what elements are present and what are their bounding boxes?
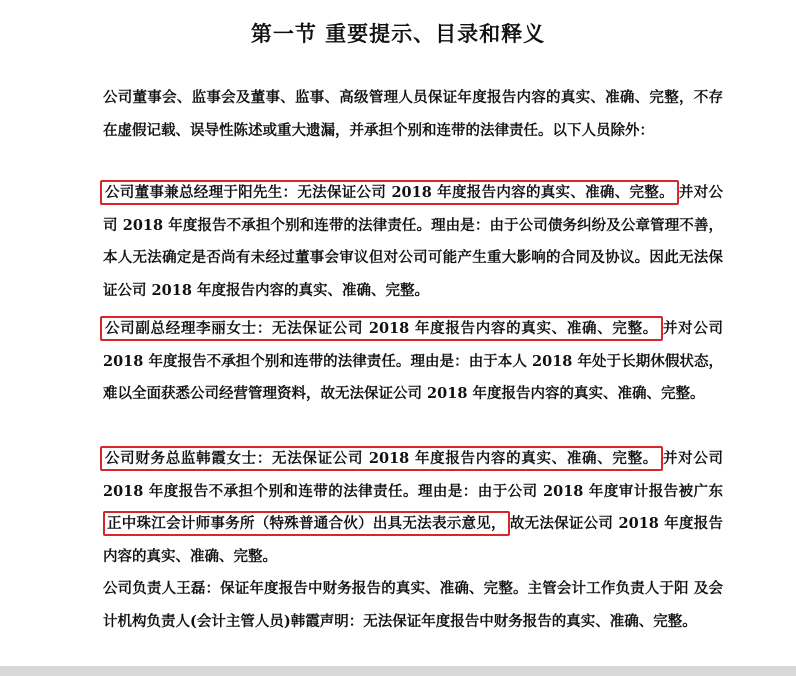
paragraph-han-xia xyxy=(103,443,723,573)
paragraph-text: 并对公司 2018 年度报告不承担个别和连带的法律责任。理由是：由于公司 2018 年度审计报告被广东 xyxy=(103,450,724,500)
highlight-box-yu-yang: 公司董事兼总经理于阳先生：无法保证公司 2018 年度报告内容的真实、准确、完整。 xyxy=(100,180,679,205)
bottom-scroll-edge xyxy=(0,666,796,676)
highlight-box-auditor: 正中珠江会计师事务所（特殊普通合伙）出具无法表示意见， xyxy=(103,511,510,536)
paragraph-responsible-persons: 公司负责人王磊：保证年度报告中财务报告的真实、准确、完整。主管会计工作负责人于阳 及会计机构负责人(会计主管人员)韩霞声明：无法保证年度报告中财务报告的真实、准确、完整。 xyxy=(103,580,723,630)
paragraph-li-li xyxy=(103,313,723,411)
section-title: 第一节 重要提示、目录和释义 xyxy=(250,21,546,46)
paragraph-board-statement: 公司董事会、监事会及董事、监事、高级管理人员保证年度报告内容的真实、准确、完整，不存在虚假记载、误导性陈述或重大遗漏，并承担个别和连带的法律责任。以下人员除外： xyxy=(103,89,723,139)
paragraph-text: 并对公司 2018 年度报告不承担个别和连带的法律责任。理由是：由于本人 2018 年处于长期休假状态，难以全面获悉公司经营管理资料，故无法保证公司 2018 年度报告内容的真实、准确、完整。 xyxy=(103,320,724,402)
paragraph-text: 故无法保证公司 2018 年度报告内容的真实、准确、完整。 xyxy=(103,515,724,565)
highlight-box-han-xia: 公司财务总监韩霞女士：无法保证公司 2018 年度报告内容的真实、准确、完整。 xyxy=(100,446,663,471)
paragraph-text: 并对公司 2018 年度报告不承担个别和连带的法律责任。理由是：由于公司债务纠纷及公章管理不善，本人无法确定是否尚有未经过董事会审议但对公司可能产生重大影响的合同及协议。因此无法保证公司 2018 年度报告内容的真实、准确、完整。 xyxy=(103,184,723,299)
paragraph-yu-yang xyxy=(103,177,723,307)
highlight-box-li-li: 公司副总经理李丽女士：无法保证公司 2018 年度报告内容的真实、准确、完整。 xyxy=(100,316,663,341)
